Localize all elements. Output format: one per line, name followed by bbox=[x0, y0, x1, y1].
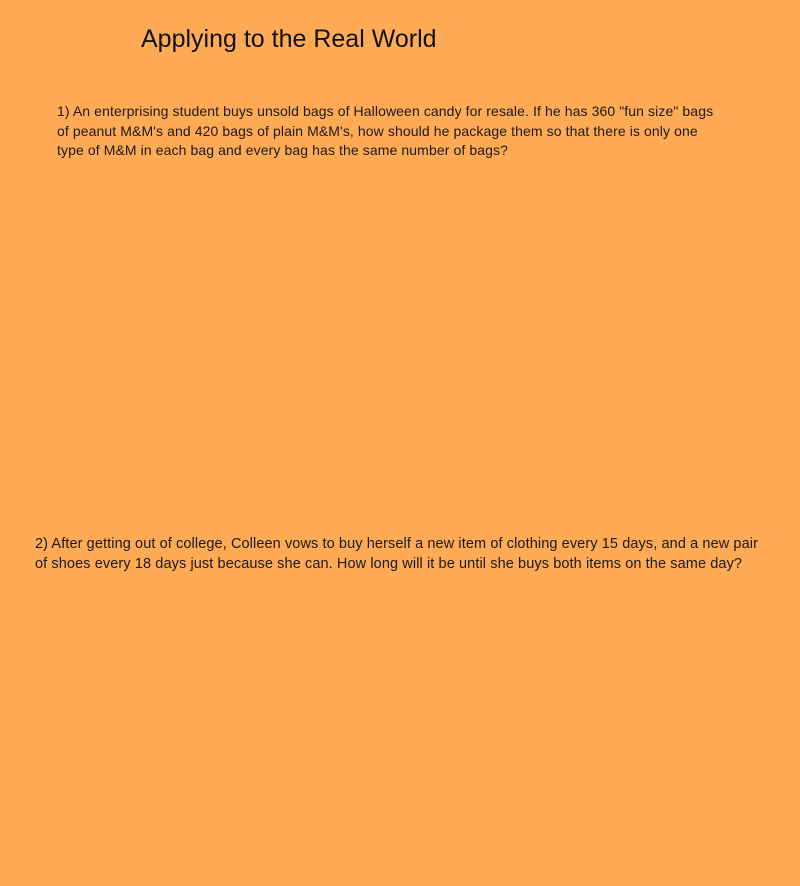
problem-1-text: 1) An enterprising student buys unsold bags of Halloween candy for resale. If he has 360 "fun size" bags of peanut M&M's and 420 bags of plain M&M's, how should he package them so that there is only one type of M&M in each bag and every bag has the same number of bags? bbox=[57, 103, 714, 158]
problem-2-text: 2) After getting out of college, Colleen vows to buy herself a new item of clothing every 15 days, and a new pair of shoes every 18 days just because she can. How long will it be until she buys both items on the same day? bbox=[35, 536, 759, 572]
page-title: Applying to the Real World bbox=[141, 25, 437, 53]
